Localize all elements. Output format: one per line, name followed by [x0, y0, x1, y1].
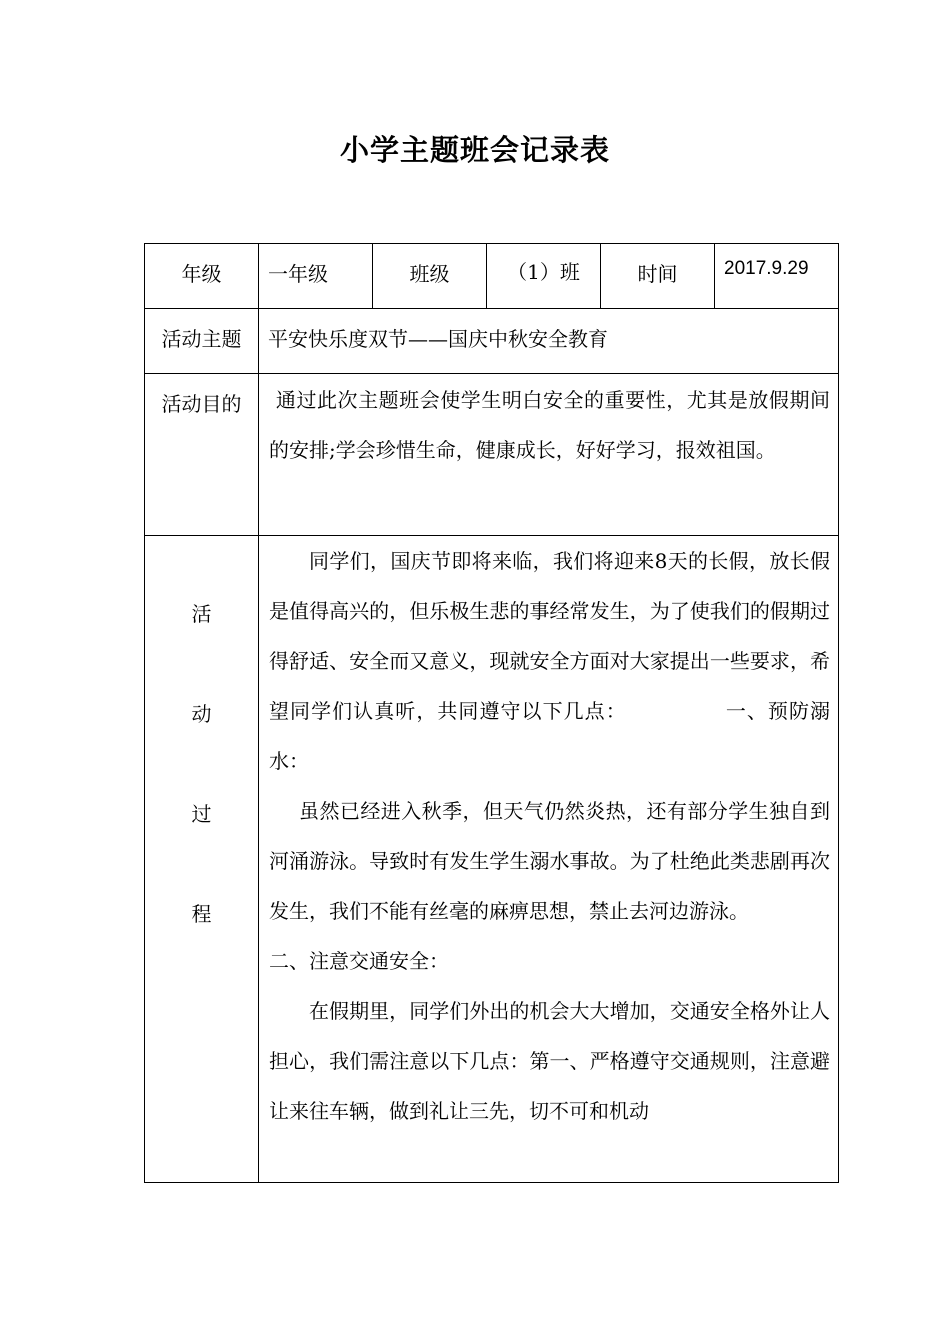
process-content-cell	[259, 536, 839, 1183]
class-value: （1）班	[507, 260, 580, 284]
class-label-cell	[373, 244, 487, 309]
page-title: 小学主题班会记录表	[339, 133, 610, 167]
aim-value-cell	[259, 374, 839, 536]
header-row	[145, 244, 839, 309]
grade-value: 一年级	[268, 262, 328, 286]
grade-value-cell	[259, 244, 373, 309]
aim-label-cell	[145, 374, 259, 536]
time-label: 时间	[637, 262, 678, 286]
class-label: 班级	[409, 262, 450, 286]
record-table	[144, 243, 839, 1183]
class-value-cell	[487, 244, 601, 309]
time-label-cell	[601, 244, 715, 309]
aim-text: 通过此次主题班会使学生明白安全的重要性，尤其是放假期间的安排;学会珍惜生命，健康成长，好好学习，报效祖国。	[269, 388, 831, 462]
process-label-cell	[145, 536, 259, 1183]
process-text	[259, 536, 838, 1136]
heading-traffic: 二、注意交通安全：	[269, 949, 449, 973]
process-label-char: 程	[191, 902, 212, 926]
time-value: 2017.9.29	[724, 258, 809, 279]
grade-label-cell	[145, 244, 259, 309]
heading-drowning: 一、预防溺水：	[269, 699, 831, 773]
time-value-cell	[715, 244, 839, 309]
process-label	[145, 536, 258, 989]
process-label-char: 动	[191, 702, 212, 726]
paragraph-traffic: 在假期里，同学们外出的机会大大增加，交通安全格外让人担心，我们需注意以下几点：第一、严格遵守交通规则，注意避让来往车辆，做到礼让三先，切不可和机动	[269, 999, 830, 1123]
grade-label: 年级	[181, 262, 222, 286]
process-label-char: 过	[191, 802, 212, 826]
theme-value: 平安快乐度双节——国庆中秋安全教育	[268, 327, 608, 351]
aim-row	[145, 374, 839, 536]
aim-label: 活动目的	[161, 392, 242, 416]
process-label-char: 活	[191, 602, 212, 626]
theme-value-cell	[259, 309, 839, 374]
theme-label-cell	[145, 309, 259, 374]
process-row	[145, 536, 839, 1183]
theme-label: 活动主题	[161, 327, 242, 351]
process-paragraph	[269, 536, 830, 786]
theme-row	[145, 309, 839, 374]
paragraph-intro: 同学们，国庆节即将来临，我们将迎来8天的长假，放长假是值得高兴的，但乐极生悲的事经常发生，为了使我们的假期过得舒适、安全而又意义，现就安全方面对大家提出一些要求，希望同学们认真听，共同遵守以下几点：	[269, 549, 830, 723]
paragraph-drowning: 虽然已经进入秋季，但天气仍然炎热，还有部分学生独自到河涌游泳。导致时有发生学生溺水事故。为了杜绝此类悲剧再次发生，我们不能有丝毫的麻痹思想，禁止去河边游泳。	[269, 799, 830, 923]
